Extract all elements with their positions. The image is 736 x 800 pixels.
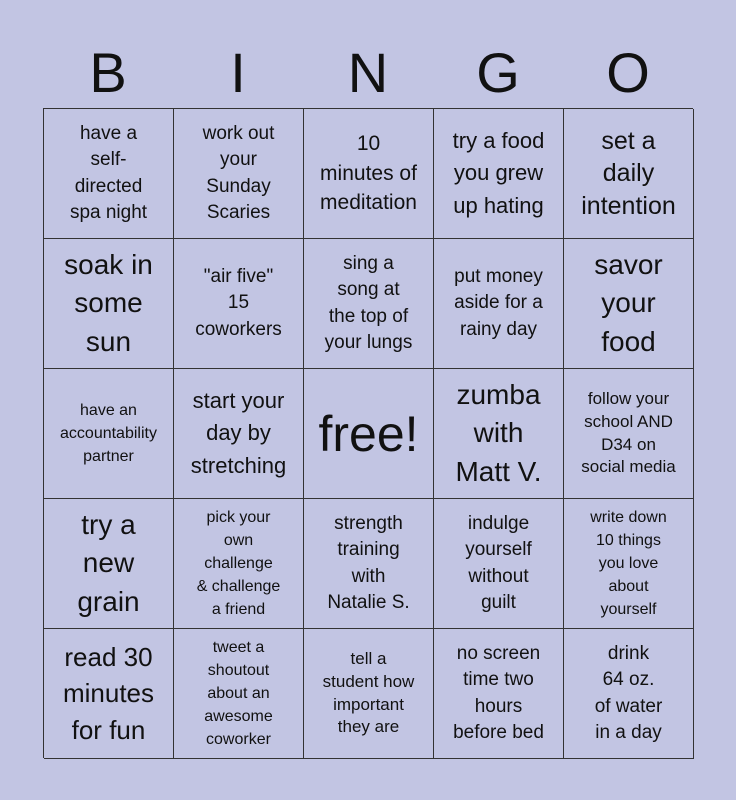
bingo-cell[interactable]: strength training with Natalie S. — [304, 499, 434, 629]
bingo-cell[interactable]: "air five" 15 coworkers — [174, 239, 304, 369]
bingo-cell[interactable]: put money aside for a rainy day — [434, 239, 564, 369]
bingo-cell[interactable]: set a daily intention — [564, 109, 694, 239]
header-letter-g: G — [476, 41, 520, 104]
bingo-cell[interactable]: read 30 minutes for fun — [44, 629, 174, 759]
bingo-cell[interactable]: tell a student how important they are — [304, 629, 434, 759]
header-letter-b: B — [89, 41, 127, 104]
bingo-cell[interactable]: have an accountability partner — [44, 369, 174, 499]
bingo-header — [43, 40, 693, 106]
bingo-cell[interactable]: try a food you grew up hating — [434, 109, 564, 239]
bingo-cell[interactable]: zumba with Matt V. — [434, 369, 564, 499]
bingo-cell[interactable]: start your day by stretching — [174, 369, 304, 499]
bingo-cell[interactable]: savor your food — [564, 239, 694, 369]
bingo-cell[interactable]: 10 minutes of meditation — [304, 109, 434, 239]
bingo-cell[interactable]: indulge yourself without guilt — [434, 499, 564, 629]
bingo-cell-free[interactable]: free! — [304, 369, 434, 499]
bingo-cell[interactable]: write down 10 things you love about yourself — [564, 499, 694, 629]
bingo-cell[interactable]: sing a song at the top of your lungs — [304, 239, 434, 369]
bingo-cell[interactable]: drink 64 oz. of water in a day — [564, 629, 694, 759]
header-letter-o: O — [606, 41, 650, 104]
bingo-cell[interactable]: try a new grain — [44, 499, 174, 629]
header-letter-n: N — [347, 41, 389, 104]
bingo-cell[interactable]: follow your school AND D34 on social media — [564, 369, 694, 499]
bingo-cell[interactable]: have a self- directed spa night — [44, 109, 174, 239]
bingo-cell[interactable]: soak in some sun — [44, 239, 174, 369]
bingo-cell[interactable]: tweet a shoutout about an awesome coworker — [174, 629, 304, 759]
bingo-board — [43, 108, 693, 758]
bingo-cell[interactable]: work out your Sunday Scaries — [174, 109, 304, 239]
bingo-cell[interactable]: pick your own challenge & challenge a friend — [174, 499, 304, 629]
header-letter-i: I — [230, 41, 246, 104]
bingo-cell[interactable]: no screen time two hours before bed — [434, 629, 564, 759]
